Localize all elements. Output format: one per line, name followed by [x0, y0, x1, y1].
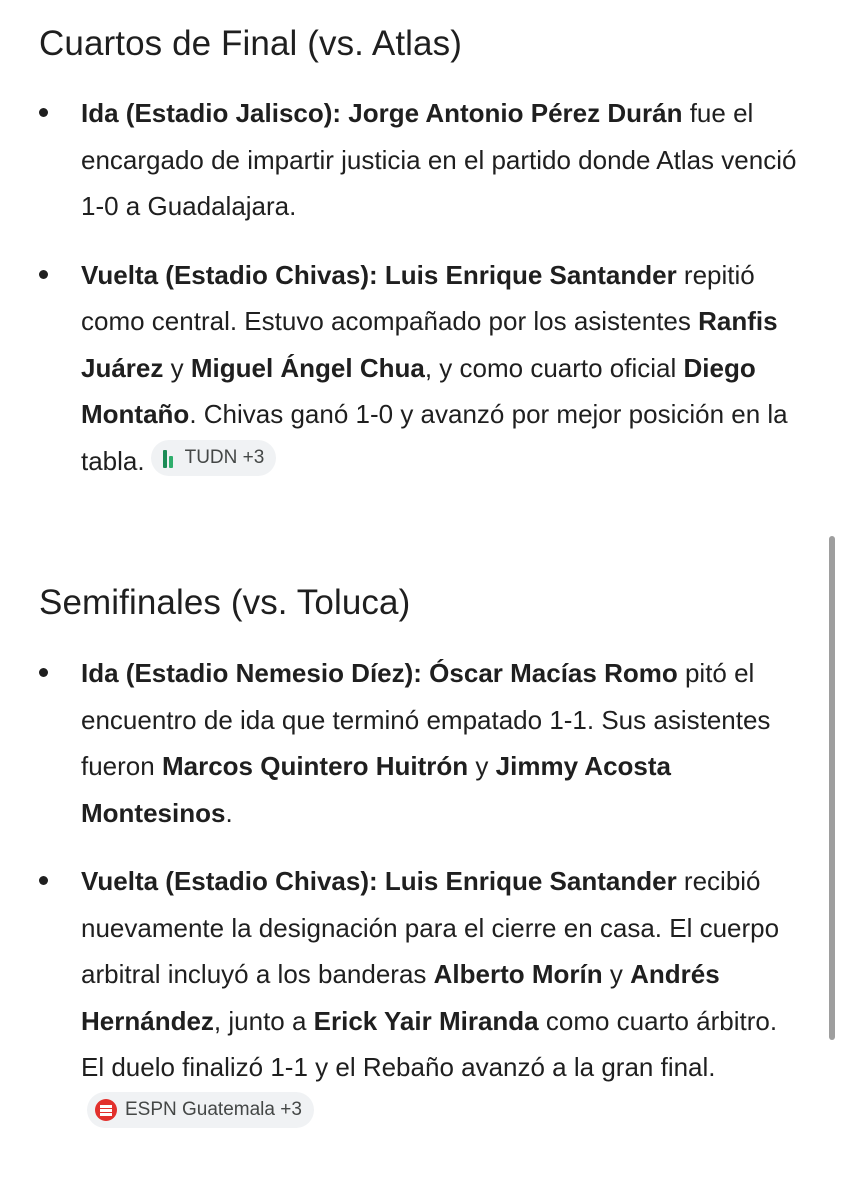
section-title-semifinales: Semifinales (vs. Toluca) [39, 583, 411, 622]
item-text: y [602, 959, 631, 989]
item-text: , junto a [213, 1005, 314, 1036]
source-chip-tudn[interactable] [151, 440, 277, 476]
section-title-cuartos: Cuartos de Final (vs. Atlas) [39, 24, 462, 63]
tudn-logo-icon [159, 448, 177, 468]
item-text: fue el encargado de impartir justicia en el partido donde Atlas venció 1-0 a Guadalajara. [81, 98, 797, 221]
list-item [0, 90, 844, 230]
item-text: como cuarto árbitro. El duelo finalizó 1-1 y el Rebaño avanzó a la gran final. [81, 1005, 778, 1082]
list-item [0, 858, 844, 1137]
bold-lead: Vuelta (Estadio Chivas): Luis Enrique Santander [81, 259, 677, 290]
bullet-dot [39, 668, 48, 677]
semifinales-list [0, 650, 844, 1159]
bold-name: Ranfis Juárez [81, 306, 778, 383]
bold-name: Diego Montaño [81, 352, 756, 429]
item-text: repitió como central. Estuvo acompañado por los asistentes [81, 259, 755, 336]
bullet-dot [39, 876, 48, 885]
source-chip-espn[interactable] [87, 1092, 314, 1128]
source-chip-label: ESPN Guatemala +3 [125, 1098, 302, 1120]
scrollbar-thumb[interactable] [829, 536, 835, 1040]
item-text: . [225, 797, 233, 828]
list-item [0, 650, 844, 836]
bold-lead: Vuelta (Estadio Chivas): Luis Enrique Santander [81, 866, 677, 896]
bold-lead: Ida (Estadio Nemesio Díez): Óscar Macías Romo [81, 658, 678, 688]
bold-name: Erick Yair Miranda [313, 1005, 539, 1036]
source-chip-label: TUDN +3 [184, 446, 265, 468]
bold-name: Alberto Morín [433, 959, 603, 989]
cuartos-list [0, 90, 844, 506]
bullet-dot [39, 108, 48, 117]
item-text: , y como cuarto oficial [424, 352, 684, 383]
item-text: recibió nuevamente la designación para el cierre en casa. El cuerpo arbitral incluyó a los banderas [81, 866, 780, 989]
item-text: y [163, 352, 191, 383]
bullet-dot [39, 270, 48, 279]
item-text: . Chivas ganó 1-0 y avanzó por mejor posición en la tabla. [81, 399, 788, 476]
item-text: y [468, 751, 496, 781]
bold-lead: Ida (Estadio Jalisco): Jorge Antonio Pérez Durán [81, 98, 683, 128]
bold-name: Jimmy Acosta Montesinos [81, 751, 671, 828]
espn-logo-icon [95, 1099, 117, 1121]
bold-name: Andrés Hernández [81, 959, 720, 1036]
bold-name: Miguel Ángel Chua [190, 352, 425, 383]
item-text: pitó el encuentro de ida que terminó empatado 1-1. Sus asistentes fueron [81, 658, 771, 781]
list-item [0, 252, 844, 485]
bold-name: Marcos Quintero Huitrón [161, 751, 469, 781]
